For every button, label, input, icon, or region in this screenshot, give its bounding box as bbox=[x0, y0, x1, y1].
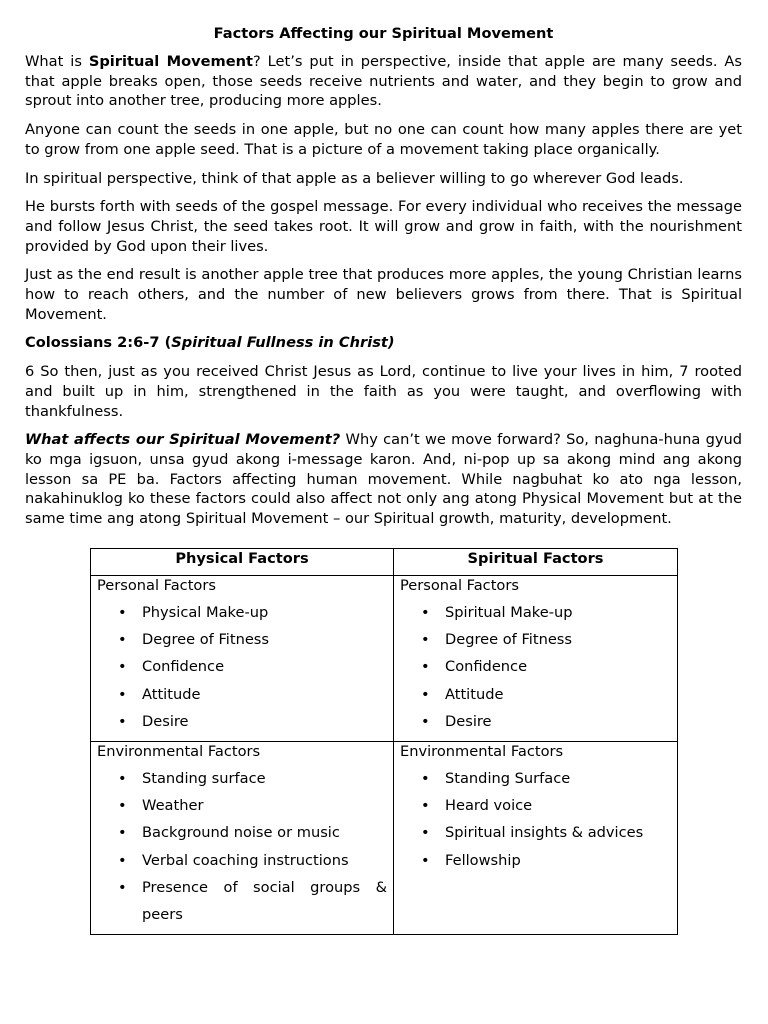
bullet-icon: • bbox=[421, 797, 430, 815]
list-item: • Standing surface bbox=[97, 765, 387, 792]
physical-personal-cell bbox=[91, 576, 394, 742]
intro-lead: What is bbox=[25, 53, 89, 70]
list-item: • Attitude bbox=[400, 681, 671, 708]
bullet-icon: • bbox=[118, 631, 127, 649]
bullet-icon: • bbox=[118, 658, 127, 676]
bullet-list bbox=[400, 765, 671, 874]
header-spiritual-factors: Spiritual Factors bbox=[394, 549, 678, 576]
list-item: • Heard voice bbox=[400, 792, 671, 819]
scripture-subtitle: Spiritual Fullness in Christ) bbox=[171, 334, 395, 352]
list-item: • Weather bbox=[97, 792, 387, 819]
bullet-icon: • bbox=[118, 770, 127, 788]
scripture-reference: Colossians 2:6-7 ( bbox=[25, 334, 172, 352]
header-physical-factors: Physical Factors bbox=[91, 549, 394, 576]
paragraph-perspective: In spiritual perspective, think of that apple as a believer willing to go wherever God leads. bbox=[25, 169, 684, 187]
bullet-list bbox=[400, 599, 671, 735]
question-label: What affects our Spiritual Movement? bbox=[25, 431, 341, 449]
bullet-icon: • bbox=[118, 604, 127, 621]
bullet-icon: • bbox=[118, 797, 127, 815]
bullet-icon: • bbox=[118, 824, 127, 842]
list-item: • Confidence bbox=[97, 653, 387, 680]
table-header-row bbox=[91, 549, 678, 576]
list-item: • Confidence bbox=[400, 653, 671, 680]
bullet-icon: • bbox=[118, 685, 127, 703]
physical-environmental-cell bbox=[91, 742, 394, 935]
intro-paragraph bbox=[25, 52, 742, 111]
list-item: • Spiritual Make-up bbox=[400, 599, 671, 626]
bullet-icon: • bbox=[421, 712, 430, 730]
bullet-icon: • bbox=[421, 685, 430, 703]
intro-term: Spiritual Movement bbox=[88, 53, 254, 70]
document-title: Factors Affecting our Spiritual Movement bbox=[213, 25, 554, 42]
list-item: • Degree of Fitness bbox=[97, 626, 387, 653]
bullet-icon: • bbox=[118, 851, 127, 869]
personal-factors-row bbox=[91, 576, 678, 742]
intro-rest: ? Let’s put in perspective, inside that apple are many seeds. As that apple breaks open, those seeds receive nutrients and water, and they begin to grow and sprout into another tree, producing more apples. bbox=[25, 53, 742, 110]
spiritual-environmental-cell bbox=[394, 742, 678, 935]
factors-table bbox=[90, 548, 678, 935]
list-item: • Background noise or music bbox=[97, 819, 387, 846]
paragraph-result: Just as the end result is another apple tree that produces more apples, the young Christian learns how to reach others, and the number of new believers grows from there. That is Spiritual Movement. bbox=[25, 266, 742, 323]
list-item: • Attitude bbox=[97, 681, 387, 708]
cell-title: Environmental Factors bbox=[400, 743, 564, 761]
list-item: • Presence of social groups & peers bbox=[97, 874, 387, 928]
cell-title: Personal Factors bbox=[400, 577, 519, 594]
list-item: • Fellowship bbox=[400, 847, 671, 874]
cell-title: Personal Factors bbox=[97, 577, 216, 594]
scripture-text: 6 So then, just as you received Christ Jesus as Lord, continue to live your lives in him, 7 rooted and built up in him, strengthened in the faith as you were taught, and overflowing with thankfulness. bbox=[25, 363, 742, 420]
paragraph-gospel: He bursts forth with seeds of the gospel message. For every individual who receives the message and follow Jesus Christ, the seed takes root. It will grow and grow in faith, with the nourishment provided by God upon their lives. bbox=[25, 198, 742, 255]
list-item: • Standing Surface bbox=[400, 765, 671, 792]
bullet-list bbox=[97, 599, 387, 735]
paragraph-seeds: Anyone can count the seeds in one apple, but no one can count how many apples there are yet to grow from one apple seed. That is a picture of a movement taking place organically. bbox=[25, 121, 742, 158]
list-item: • Desire bbox=[400, 708, 671, 735]
spiritual-personal-cell bbox=[394, 576, 678, 742]
document-page bbox=[25, 24, 742, 538]
bullet-icon: • bbox=[421, 631, 430, 649]
list-item: • Physical Make-up bbox=[97, 599, 387, 626]
bullet-icon: • bbox=[421, 851, 430, 869]
question-text: Why can’t we move forward? So, naghuna-huna gyud ko mga igsuon, unsa gyud akong i-message karon. And, ni-pop up sa akong mind ang akong lesson sa PE ba. Factors affecting human movement. While nagbuhat ko ato nga lesson, nakahinuklog ko these factors could also affect not only ang atong Physical Movement but at the same time ang atong Spiritual Movement – our Spiritual growth, maturity, development. bbox=[25, 431, 742, 528]
question-paragraph bbox=[25, 430, 742, 529]
bullet-icon: • bbox=[421, 770, 430, 788]
bullet-icon: • bbox=[118, 878, 127, 896]
cell-title: Environmental Factors bbox=[97, 743, 261, 761]
bullet-icon: • bbox=[118, 712, 127, 730]
scripture-heading bbox=[25, 333, 742, 353]
list-item: • Desire bbox=[97, 708, 387, 735]
environmental-factors-row bbox=[91, 742, 678, 935]
bullet-list bbox=[97, 765, 387, 928]
bullet-icon: • bbox=[421, 604, 430, 621]
bullet-icon: • bbox=[421, 658, 430, 676]
list-item: • Spiritual insights & advices bbox=[400, 819, 671, 846]
list-item: • Verbal coaching instructions bbox=[97, 847, 387, 874]
list-item: • Degree of Fitness bbox=[400, 626, 671, 653]
bullet-icon: • bbox=[421, 824, 430, 842]
